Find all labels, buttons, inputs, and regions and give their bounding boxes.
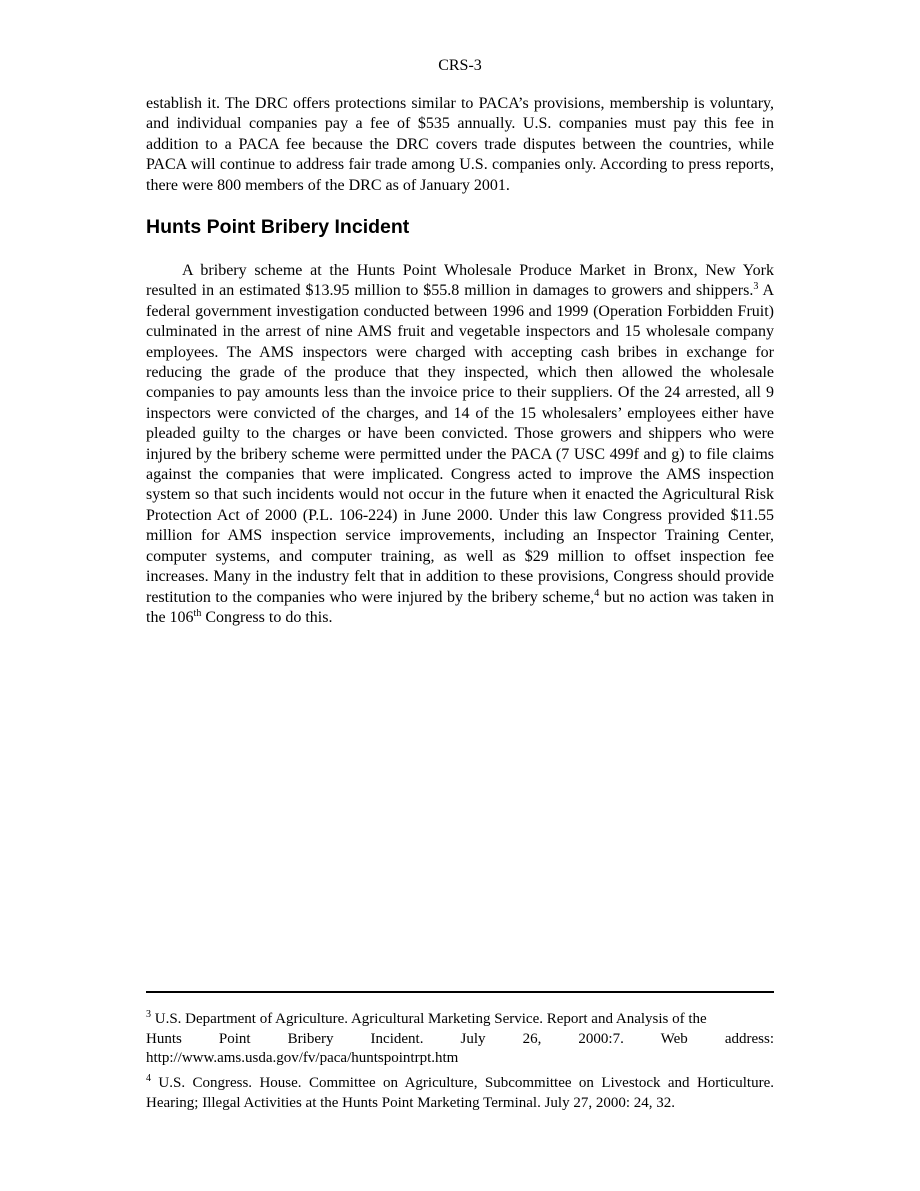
section-heading: Hunts Point Bribery Incident [146, 216, 410, 238]
body-text-part2: A federal government investigation conducted between 1996 and 1999 (Operation Forbidden Fruit) culminated in the arrest of nine AMS fruit and vegetable inspectors and 15 wholesale company employees. The AMS inspectors were charged with accepting cash bribes in exchange for reducing the grade of the produce that they inspected, which then allowed the wholesale companies to pay amounts less than the invoice price to their suppliers. Of the 24 arrested, all 9 inspectors were convicted of the charges, and 14 of the 15 wholesalers’ employees either have pleaded guilty to the charges or have been convicted. Those growers and shippers who were injured by the bribery scheme were permitted under the PACA (7 USC 499f and g) to file claims against the companies that were implicated. Congress acted to improve the AMS inspection system so that such incidents would not occur in the future when it enacted the Agricultural Risk Protection Act of 2000 (P.L. 106-224) in June 2000. Under this law Congress provided $11.55 million for AMS inspection service improvements, including an Inspector Training Center, computer systems, and computer training, as well as $29 million to offset inspection fee increases. Many in the industry felt that in addition to these provisions, Congress should provide restitution to the companies who were injured by the bribery scheme, [146, 282, 775, 606]
footnote-ref-3: 3 [753, 281, 759, 293]
body-paragraph [146, 261, 774, 628]
footnote-4 [146, 1074, 774, 1113]
footnote-4-marker: 4 [146, 1073, 151, 1084]
body-text-part1: A bribery scheme at the Hunts Point Wholesale Produce Market in Bronx, New York resulted in an estimated $13.95 million to $55.8 million in damages to growers and shippers. [146, 262, 774, 300]
ordinal-suffix: th [193, 607, 202, 619]
body-text-part4: Congress to do this. [201, 608, 333, 626]
page-number-header: CRS-3 [438, 57, 482, 74]
footnote-4-text: U.S. Congress. House. Committee on Agriculture, Subcommittee on Livestock and Horticulture. Hearing; Illegal Activities at the Hunts Point Marketing Terminal. July 27, 2000: 24, 32. [146, 1075, 774, 1111]
footnote-3-line1 [146, 1010, 774, 1030]
footnote-3-line2: Hunts Point Bribery Incident. July 26, 2000:7. Web address: [146, 1030, 774, 1047]
footnote-divider [146, 991, 774, 993]
footnote-3 [146, 1010, 774, 1069]
footnote-3-url: http://www.ams.usda.gov/fv/paca/huntspointrpt.htm [146, 1050, 459, 1066]
footnote-ref-4: 4 [594, 587, 600, 599]
footnote-3-text: U.S. Department of Agriculture. Agricultural Marketing Service. Report and Analysis of the [151, 1011, 707, 1027]
intro-paragraph: establish it. The DRC offers protections similar to PACA’s provisions, membership is voluntary, and individual companies pay a fee of $535 annually. U.S. companies must pay this fee in addition to a PACA fee because the DRC covers trade disputes between the countries, while PACA will continue to address fair trade among U.S. companies only. According to press reports, there were 800 members of the DRC as of January 2001. [146, 95, 774, 194]
footnote-3-marker: 3 [146, 1009, 151, 1020]
body-text-part3: but no action was taken in the 106 [146, 588, 774, 626]
